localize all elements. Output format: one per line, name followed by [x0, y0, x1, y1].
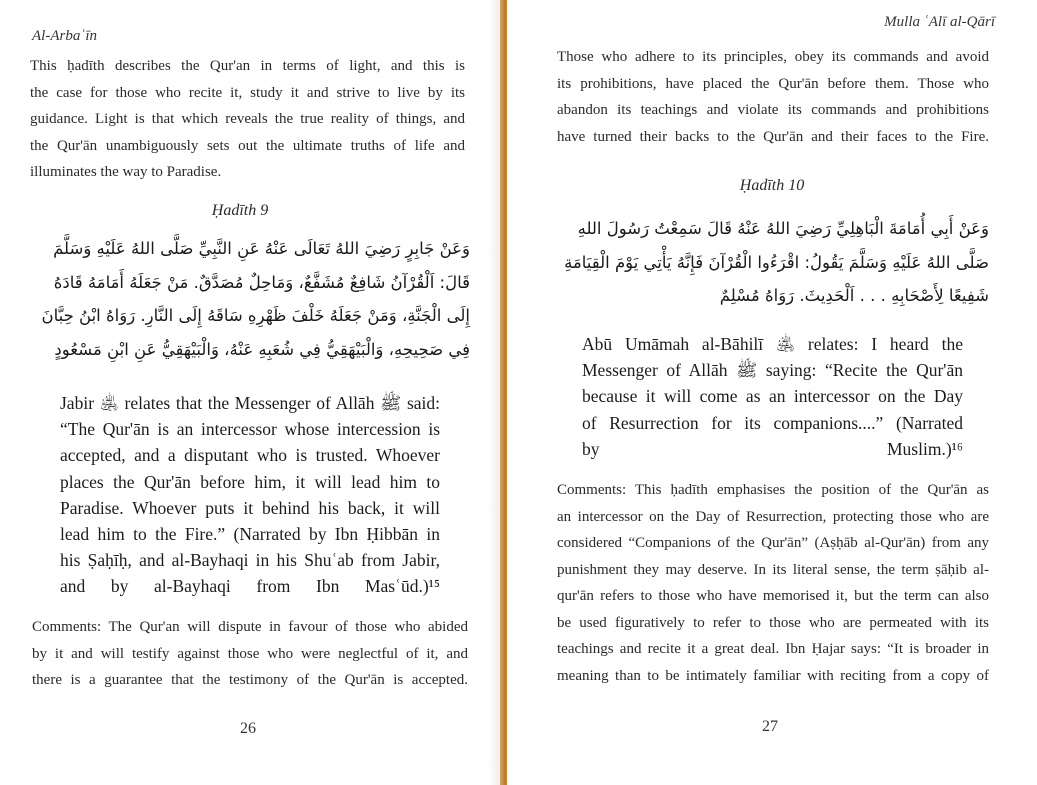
text-line: Abū Umāmah al-Bāhilī ﵁ relates: I heard the: [582, 334, 963, 354]
text-line: teachings and recite it a great deal. Ibn Ḥajar says: “It is broader in: [557, 641, 989, 657]
left-comments-paragraph: [32, 614, 468, 694]
arabic-line: إِلَى الْجَنَّةِ، وَمَنْ جَعَلَهُ خَلْفَ ظَهْرِهِ سَاقَهُ إِلَى النَّارِ. رَوَاهُ ابْنُ حِبَّانَ: [41, 306, 470, 325]
hadith-10-heading: Ḥadīth 10: [739, 177, 805, 194]
text-line: This ḥadīth describes the Qur'an in terms of light, and this is: [30, 58, 465, 74]
hadith-10-translation: [582, 331, 963, 462]
page-number-right: 27: [762, 718, 778, 735]
text-line: meaning than to be intimately familiar with reciting from a copy of: [557, 667, 989, 684]
right-comments-paragraph: [557, 477, 989, 689]
text-line: of Resurrection for its companions....” (Narrated: [582, 412, 963, 433]
text-line: Comments: The Qur'an will dispute in favour of those who abided: [32, 619, 468, 635]
arabic-line: قَالَ: اَلْقُرْآنُ شَافِعٌ مُشَفَّعٌ، وَمَاحِلٌ مُصَدَّقٌ. مَنْ جَعَلَهُ أَمَامَهُ قَادَهُ: [53, 272, 470, 292]
arabic-line: صَلَّى اللهُ عَلَيْهِ وَسَلَّمَ يَقُولُ: اقْرَءُوا الْقُرْآنَ فَإِنَّهُ يَأْتِي يَوْمَ الْقِيَامَةِ: [564, 252, 989, 272]
text-line: the case for those who recite it, study it and strive to live by its: [30, 84, 465, 101]
arabic-line: فِي صَحِيحِهِ، وَالْبَيْهَقِيُّ فِي شُعَبِهِ عَنْهُ، وَالْبَيْهَقِيُّ عَنِ ابْنِ مَسْعُودٍ: [54, 339, 470, 359]
hadith-9-heading: Ḥadīth 9: [211, 202, 269, 219]
right-page: [507, 0, 1037, 785]
right-intro-paragraph: [557, 44, 989, 150]
arabic-line: شَفِيعًا لِأَصْحَابِهِ . . . اَلْحَدِيثَ. رَوَاهُ مُسْلِمٌ: [719, 286, 989, 305]
hadith-9-arabic-text: [32, 232, 470, 366]
running-head-right: Mulla ʿAlī al-Qārī: [884, 14, 995, 30]
arabic-line: وَعَنْ أَبِي أُمَامَةَ الْبَاهِلِيِّ رَضِيَ اللهُ عَنْهُ قَالَ سَمِعْتُ رَسُولَ اللهِ: [577, 219, 989, 238]
text-line: Messenger of Allāh ﷺ saying: “Recite the Qur'ān: [582, 360, 963, 381]
text-line: there is a guarantee that the testimony of the Qur'ān is accepted.: [32, 672, 468, 688]
text-line: Paradise. Whoever puts it behind his back, it will: [60, 497, 440, 518]
text-line: illuminates the way to Paradise.: [30, 164, 222, 180]
text-line: because it will come as an intercessor on the Day: [582, 386, 963, 407]
text-line: an intercessor on the Day of Resurrection, protecting those who are: [557, 508, 989, 525]
left-intro-paragraph: [30, 53, 465, 186]
running-head-left: Al-Arbaʿīn: [32, 28, 97, 44]
text-line: qur'ān refers to those who have memorised it, but the term can also: [557, 588, 989, 604]
text-line: Comments: This ḥadīth emphasises the position of the Qur'ān as: [557, 482, 989, 498]
text-line: places the Qur'ān before him, it will lead him to: [60, 471, 440, 492]
text-line: Those who adhere to its principles, obey its commands and avoid: [557, 49, 989, 65]
text-line: and by al-Bayhaqi from Ibn Masʿūd.)¹⁵: [60, 576, 440, 597]
text-line: be used figuratively to refer to those who are permeated with its: [557, 614, 989, 631]
text-line: abandon its teachings and violate its commands and prohibitions: [557, 102, 989, 118]
page-number-left: 26: [240, 720, 256, 737]
text-line: accepted, and a disputant who is trusted. Whoever: [60, 445, 440, 466]
text-line: have turned their backs to the Qur'ān and their faces to the Fire.: [557, 128, 989, 145]
text-line: the Qur'ān unambiguously sets out the ultimate truths of life and: [30, 137, 465, 154]
text-line: punishment they may deserve. In its literal sense, the term ṣāḥib al-: [557, 561, 989, 578]
left-page: [0, 0, 505, 785]
text-line: lead him to the Fire.” (Narrated by Ibn Ḥibbān in: [60, 524, 440, 545]
text-line: by Muslim.)¹⁶: [582, 438, 963, 459]
text-line: guidance. Light is that which reveals the true reality of things, and: [30, 111, 465, 127]
text-line: by it and will testify against those who were neglectful of it, and: [32, 645, 468, 662]
text-line: his Ṣaḥīḥ, and al-Bayhaqi in his Shuʿab from Jabir,: [60, 550, 440, 571]
arabic-line: وَعَنْ جَابِرٍ رَضِيَ اللهُ تَعَالَى عَنْهُ عَنِ النَّبِيِّ صَلَّى اللهُ عَلَيْهِ وَسَلَّمَ: [53, 239, 470, 258]
text-line: “The Qur'ān is an intercessor whose intercession is: [60, 419, 440, 440]
text-line: Jabir ﵁ relates that the Messenger of Allāh ﷺ said:: [60, 393, 440, 413]
hadith-10-arabic-text: [557, 212, 989, 313]
text-line: considered “Companions of the Qur'ān” (Aṣḥāb al-Qur'ān) from any: [557, 535, 989, 551]
hadith-9-translation: [60, 390, 440, 600]
text-line: its prohibitions, have placed the Qur'ān before them. Those who: [557, 75, 989, 92]
